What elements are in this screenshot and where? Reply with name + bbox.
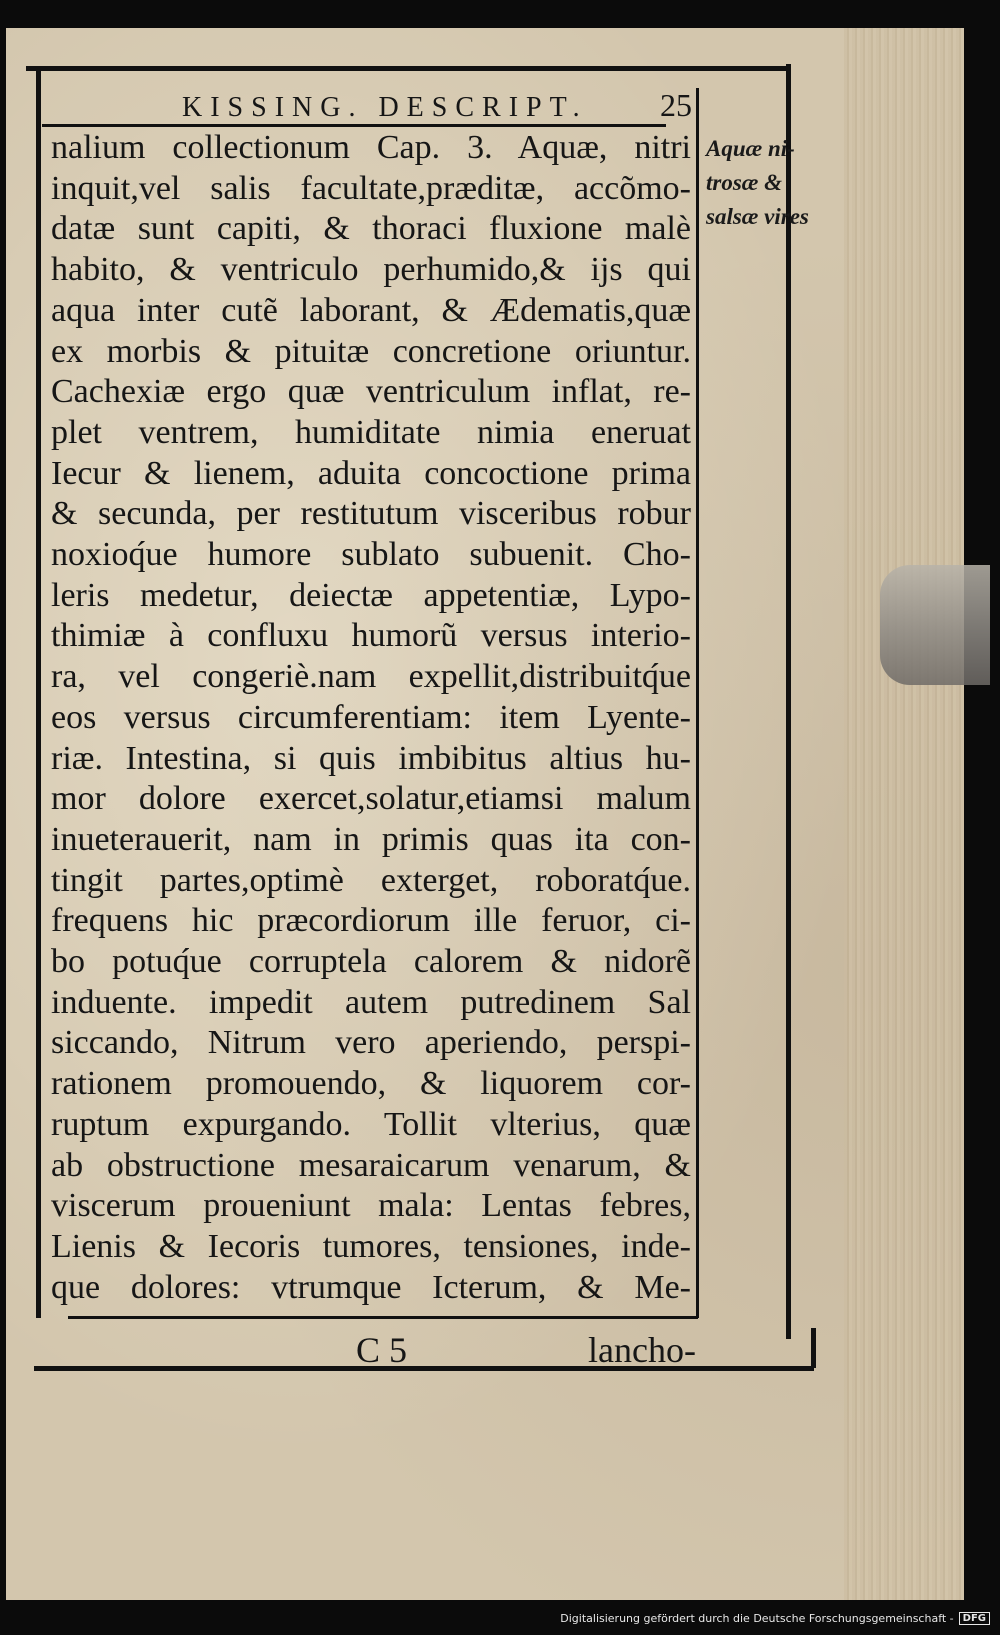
page-header xyxy=(42,76,702,124)
bottom-right-rule xyxy=(811,1328,816,1368)
text-line: noxioq́ue humore sublato subuenit. Cho- xyxy=(51,536,691,574)
text-line: eos versus circumferentiam: item Lyente- xyxy=(51,698,691,736)
inner-right-rule xyxy=(696,88,699,1318)
text-line: aqua inter cutẽ laborant, & Ædematis,quæ xyxy=(51,291,691,329)
text-line: tingit partes,optimè exterget, roboratq́ue. xyxy=(51,861,691,899)
credit-text: Digitalisierung gefördert durch die Deutsche Forschungsgemeinschaft - xyxy=(560,1612,954,1625)
marginal-note-line: salsæ vires xyxy=(706,204,809,229)
marginal-note xyxy=(706,132,821,234)
text-line: que dolores: vtrumque Icterum, & Me- xyxy=(51,1268,691,1306)
marginal-note-line: Aquæ ni- xyxy=(706,136,795,161)
outer-right-rule xyxy=(786,64,791,1339)
text-line: rationem promouendo, & liquorem cor- xyxy=(51,1065,691,1103)
text-line: viscerum proueniunt mala: Lentas febres, xyxy=(51,1187,691,1225)
text-line: ex morbis & pituitæ concretione oriuntur. xyxy=(51,332,691,370)
text-line: & secunda, per restitutum visceribus robur xyxy=(51,495,691,533)
text-line: induente. impedit autem putredinem Sal xyxy=(51,983,691,1021)
text-line: Lienis & Iecoris tumores, tensiones, inde- xyxy=(51,1227,691,1265)
text-line: siccando, Nitrum vero aperiendo, perspi- xyxy=(51,1024,691,1062)
text-line: thimiæ à confluxu humorũ versus interio- xyxy=(51,617,691,655)
signature-mark: C 5 xyxy=(356,1330,408,1370)
text-line: datæ sunt capiti, & thoraci fluxione malè xyxy=(51,210,691,248)
text-line: inueterauerit, nam in primis quas ita con- xyxy=(51,820,691,858)
text-line: habito, & ventriculo perhumido,& ijs qui xyxy=(51,251,691,289)
book-page xyxy=(6,28,964,1600)
catchword: lancho- xyxy=(588,1330,696,1370)
header-rule xyxy=(42,124,666,127)
running-head: KISSING. DESCRIPT. xyxy=(182,92,588,123)
text-line: bo potuq́ue corruptela calorem & nidorẽ xyxy=(51,943,691,981)
text-line: ruptum expurgando. Tollit vlterius, quæ xyxy=(51,1105,691,1143)
page-edges xyxy=(844,28,964,1600)
digitization-credit xyxy=(560,1612,990,1625)
dfg-logo: DFG xyxy=(959,1612,990,1625)
text-line: ab obstructione mesaraicarum venarum, & xyxy=(51,1146,691,1184)
left-rule xyxy=(36,68,41,1318)
page-number: 25 xyxy=(660,87,692,123)
marginal-note-line: trosæ & xyxy=(706,170,783,195)
text-bottom-rule xyxy=(68,1316,698,1319)
text-line: riæ. Intestina, si quis imbibitus altius hu- xyxy=(51,739,691,777)
page-clip xyxy=(880,565,990,685)
text-line: plet ventrem, humiditate nimia eneruat xyxy=(51,413,691,451)
text-line: nalium collectionum Cap. 3. Aquæ, nitri xyxy=(51,129,691,166)
text-line: frequens hic præcordiorum ille feruor, ci- xyxy=(51,902,691,940)
body-text xyxy=(51,128,691,1308)
text-line: inquit,vel salis facultate,præditæ, accõmo- xyxy=(51,169,691,207)
page-footer xyxy=(356,1328,696,1372)
text-line: Iecur & lienem, aduita concoctione prima xyxy=(51,454,691,492)
text-line: ra, vel congeriè.nam expellit,distribuitq́ue xyxy=(51,658,691,696)
text-line: leris medetur, deiectæ appetentiæ, Lypo- xyxy=(51,576,691,614)
top-rule xyxy=(26,66,786,71)
text-line: Cachexiæ ergo quæ ventriculum inflat, re- xyxy=(51,373,691,411)
text-line: mor dolore exercet,solatur,etiamsi malum xyxy=(51,780,691,818)
